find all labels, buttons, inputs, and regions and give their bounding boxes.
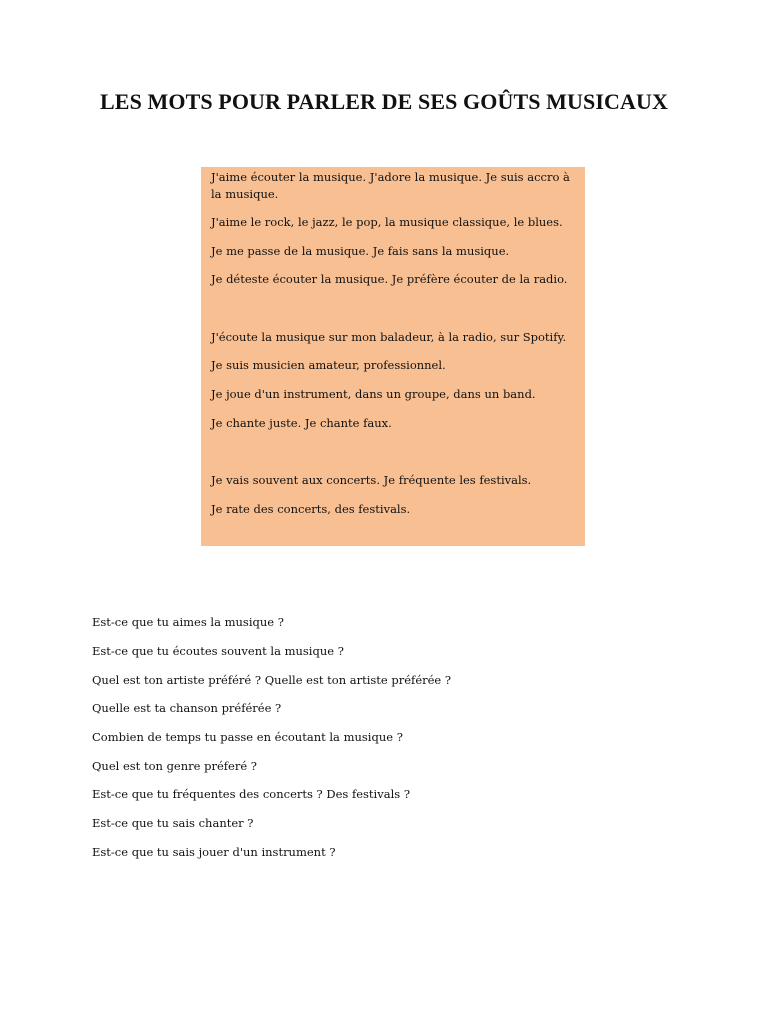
vocabulary-line: J'écoute la musique sur mon baladeur, à la radio, sur Spotify. xyxy=(211,330,567,344)
vocabulary-line: Je me passe de la musique. Je fais sans la musique. xyxy=(211,244,510,258)
vocabulary-line: J'aime écouter la musique. J'adore la musique. Je suis accro à la musique. xyxy=(211,170,570,201)
vocabulary-line: Je suis musicien amateur, professionnel. xyxy=(211,358,446,372)
vocabulary-box xyxy=(201,167,585,546)
question-line: Quel est ton artiste préféré ? Quelle est ton artiste préférée ? xyxy=(92,673,452,687)
question-line: Est-ce que tu aimes la musique ? xyxy=(92,615,284,629)
page-title: LES MOTS POUR PARLER DE SES GOÛTS MUSICAUX xyxy=(100,89,668,114)
question-line: Quelle est ta chanson préférée ? xyxy=(92,701,282,715)
vocabulary-line: Je déteste écouter la musique. Je préfère écouter de la radio. xyxy=(211,272,568,286)
question-line: Quel est ton genre préferé ? xyxy=(92,759,257,773)
vocabulary-line: Je chante juste. Je chante faux. xyxy=(211,416,392,430)
vocabulary-line: J'aime le rock, le jazz, le pop, la musique classique, le blues. xyxy=(211,215,563,229)
question-line: Est-ce que tu fréquentes des concerts ? Des festivals ? xyxy=(92,787,410,801)
vocabulary-line: Je rate des concerts, des festivals. xyxy=(211,502,411,516)
question-line: Combien de temps tu passe en écoutant la musique ? xyxy=(92,730,403,744)
question-line: Est-ce que tu écoutes souvent la musique ? xyxy=(92,644,344,658)
vocabulary-line: Je vais souvent aux concerts. Je fréquente les festivals. xyxy=(211,473,532,487)
vocabulary-line: Je joue d'un instrument, dans un groupe, dans un band. xyxy=(211,387,536,401)
question-line: Est-ce que tu sais chanter ? xyxy=(92,816,254,830)
question-line: Est-ce que tu sais jouer d'un instrument ? xyxy=(92,845,336,859)
